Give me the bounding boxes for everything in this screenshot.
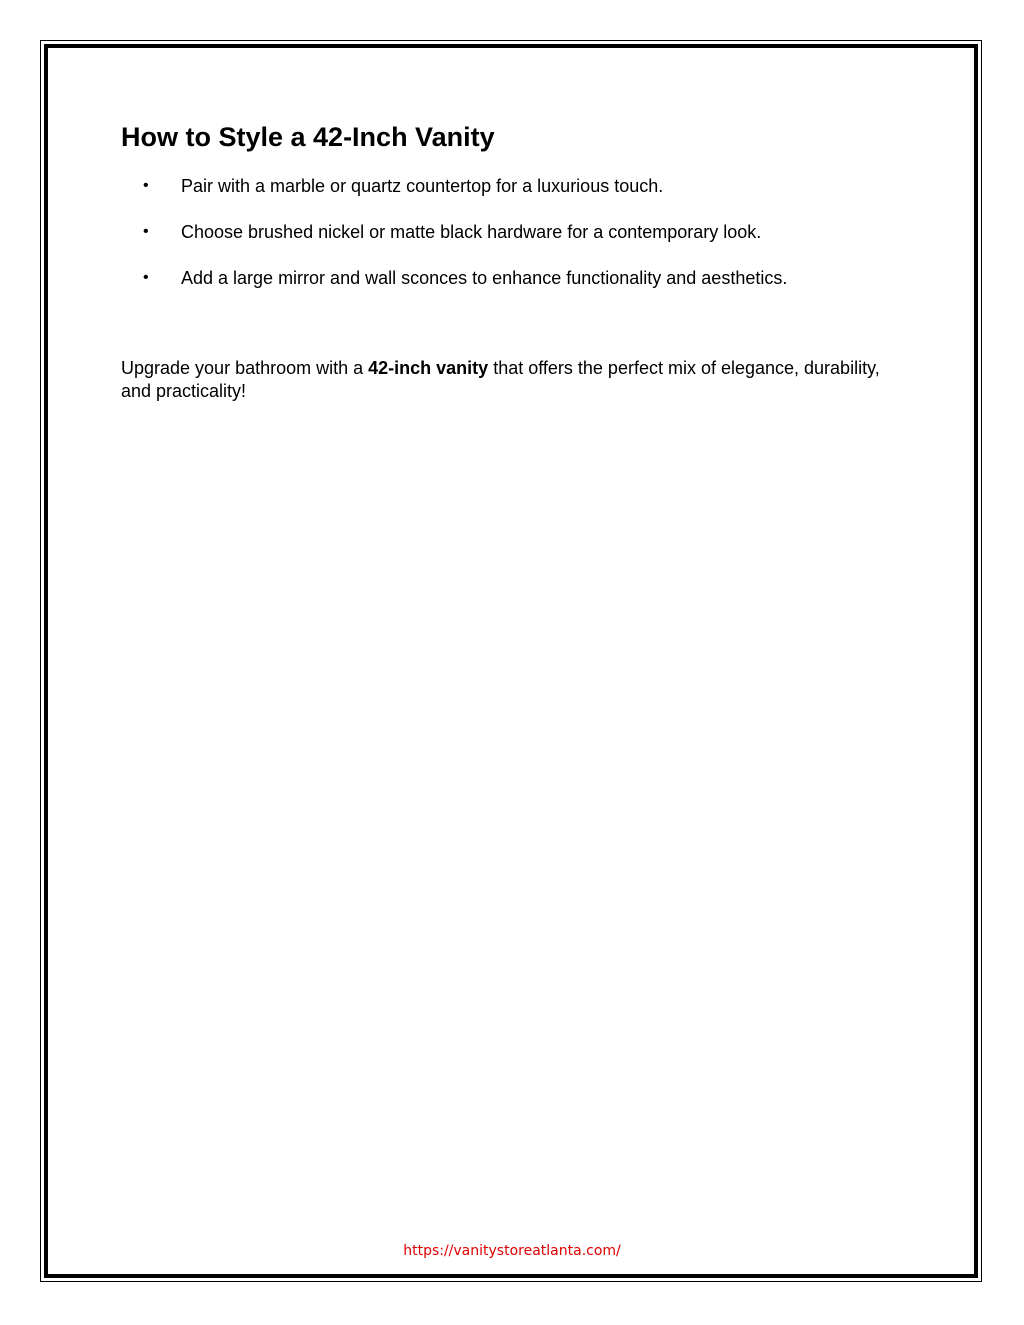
closing-text-bold: 42-inch vanity xyxy=(368,358,489,378)
footer-website-link[interactable]: https://vanitystoreatlanta.com/ xyxy=(403,1243,621,1259)
bullet-marker: • xyxy=(143,177,149,194)
list-item-text: Pair with a marble or quartz countertop for a luxurious touch. xyxy=(181,176,664,196)
closing-text-after: that offers the perfect mix of elegance, durability, and practicality! xyxy=(121,358,880,401)
closing-text-before: Upgrade your bathroom with a xyxy=(121,358,369,378)
page-title: How to Style a 42-Inch Vanity xyxy=(121,122,495,152)
bullet-marker: • xyxy=(143,223,149,240)
list-item-text: Choose brushed nickel or matte black hardware for a contemporary look. xyxy=(181,222,762,242)
list-item-text: Add a large mirror and wall sconces to enhance functionality and aesthetics. xyxy=(181,268,788,288)
closing-paragraph xyxy=(121,357,911,403)
bullet-marker: • xyxy=(143,269,149,286)
